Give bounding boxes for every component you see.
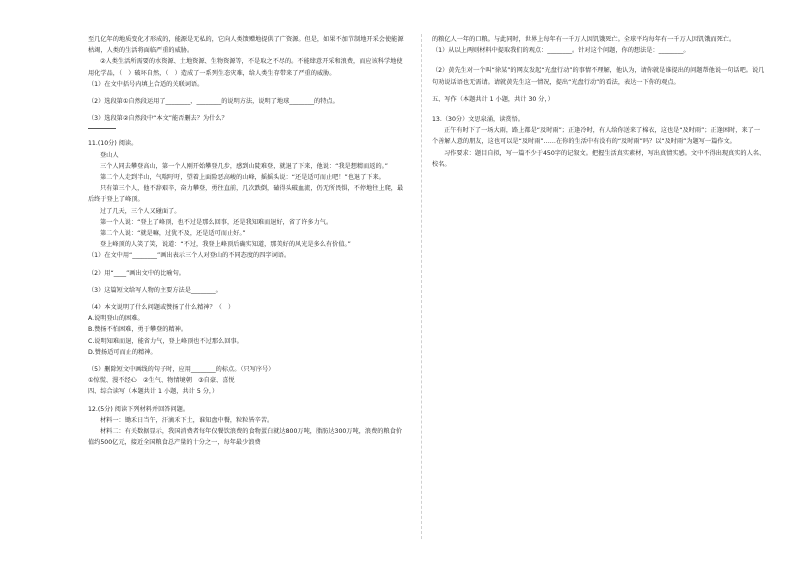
passage-line: 只有第三个人，他不辞艰辛，奋力攀登，勇往直前，几次跌倒，磕得头破血流，仍无所畏惧，不停地往上爬，最后终于登上了峰顶。 [88, 185, 404, 204]
passage-line: 过了几天，三个人又碰面了。 [100, 207, 181, 215]
left-column [88, 34, 406, 449]
passage-line: 至几亿年的地质变化才形成的，能源是无私的，它向人类馈赠地提供了广资源。但是，如果不加节制地开采会使能源枯竭，人类的生活将面临严重的威胁。 [88, 36, 404, 55]
right-column [432, 34, 766, 170]
passage-line: 第一个人说：“登上了峰顶，也不过是那么回事，还是我知难而退好，省了许多力气。 [100, 218, 333, 226]
question-item: （5）删除短文中画线的句子时，应用________的标点。（只写序号） [88, 366, 275, 374]
option-item: D.赞扬适可而止的精神。 [88, 348, 157, 356]
question-item: （2）黄先生对一个叫“徐某”的网友发起“光盘行动”的事情不理解，他认为，请你就是谁提出的问题帮他说一句话吧。说几句劝说话语也无需请。请就黄先生这一情况，提出“光盘行动”的看法，表达一下你的观点。 [432, 67, 765, 86]
question-item: （1）在文中括号内填上合适的关联词语。 [88, 80, 204, 88]
option-item: C.说明知难而退，能省力气，登上峰顶也不过那么回事。 [88, 337, 243, 345]
question-item: （2）用“____”画出文中的比喻句。 [88, 269, 185, 277]
passage-line: ②人类生活所需要的水资源、土地资源、生物资源等，不是取之不尽的。不能肆意开采和浪费，而应该科学地使用化学品，（ ）破坏自然，（ ）造成了一系列生态灾难，给人类生存带来了严重的威胁。 [88, 58, 403, 77]
material-line: 材料二：有关数据显示，我国消费者每年仅餐饮浪费的食物蛋白就达800万吨，脂肪达300万吨，浪费的粮食价值约500亿元，接近全国粮食总产量的十分之一，每年最少浪费 [88, 428, 403, 447]
passage-line: 三个人同去攀登高山，第一个人刚开始攀登几步，感到山陡难登，就退了下来，他说：“我是想精而返的。” [100, 162, 388, 170]
prompt-line: 习作要求：题目自拟，写一篇不少于450字的记叙文。把握生活真实素材，写出真情实感。文中不得出现真实的人名、校名。 [432, 149, 766, 168]
question-item: （2）选段第①自然段运用了________、________的说明方法，说明了地球________的特点。 [88, 98, 339, 106]
material-line: 材料一：锄禾日当午，汗滴禾下土，谁知盘中餐，粒粒皆辛苦。 [100, 416, 274, 424]
prompt-line: 正午有时下了一场大雨，路上都是“及时雨”；正逢冷时，有人给你送来了棉衣，这也是“及时雨”；正逢困时，来了一个善解人意的朋友，这也可以是“及时雨”……在你的生活中有没有的“及时雨”吗？以“及时雨”为题写一篇作文。 [432, 127, 761, 146]
question-item: （4）本文说明了什么问题或赞扬了什么精神？（ ） [88, 304, 235, 312]
option-item: ①惊慌、漫不经心 ②生气、物情境朝 ③自豪、喜悦 [88, 377, 235, 385]
option-item: B.赞扬不怕困难，勇于攀登的精神。 [88, 326, 188, 334]
passage-title: 登山人 [100, 151, 119, 159]
question-heading: 13.（30分）文思泉涌，读赏悟。 [432, 116, 524, 124]
section-heading: 五、写作（本题共计 1 小题，共计 30 分，） [432, 95, 554, 103]
column-divider [421, 34, 422, 539]
question-item: （1）从以上两则材料中提取我们的观点：________。针对这个问题，你的想法是：________。 [432, 47, 690, 55]
question-item: （3）选段第②自然段中“本文”能否删去？为什么？ [88, 115, 228, 123]
question-item: （1）在文中用“________”画出表示三个人对登山的不同态度的四字词语。 [88, 252, 291, 260]
question-heading: 11.(10分) 阅读。 [88, 140, 138, 148]
option-item: A.说明登山的困难。 [88, 315, 144, 323]
passage-line: 登上峰顶的人笑了笑，说道：“不过，我登上峰顶后确实知道，那美好的风光是多么有价值。” [100, 241, 351, 249]
section-heading: 四、综合读写（本题共计 1 小题，共计 5 分，） [88, 388, 219, 396]
material-line: 的粮亿人一年的口粮。与此同时，世界上每年有一千万人因饥饿死亡。全球平均每年有一千万人因饥饿而死亡。 [432, 36, 736, 43]
passage-line: 第二个人走到半山，气喘吁吁，望着上面险恶高峻的山峰，摇摇头说：“还是适可而止吧！”也退了下来。 [100, 174, 385, 182]
passage-line: 第二个人说：“就是嘛，过犹不及，还是适可而止好。” [100, 230, 246, 238]
question-heading: 12.(5分) 阅读下列材料并回答问题。 [88, 405, 190, 413]
question-item: （3）这篇短文给写人物的主要方法是________。 [88, 286, 222, 294]
